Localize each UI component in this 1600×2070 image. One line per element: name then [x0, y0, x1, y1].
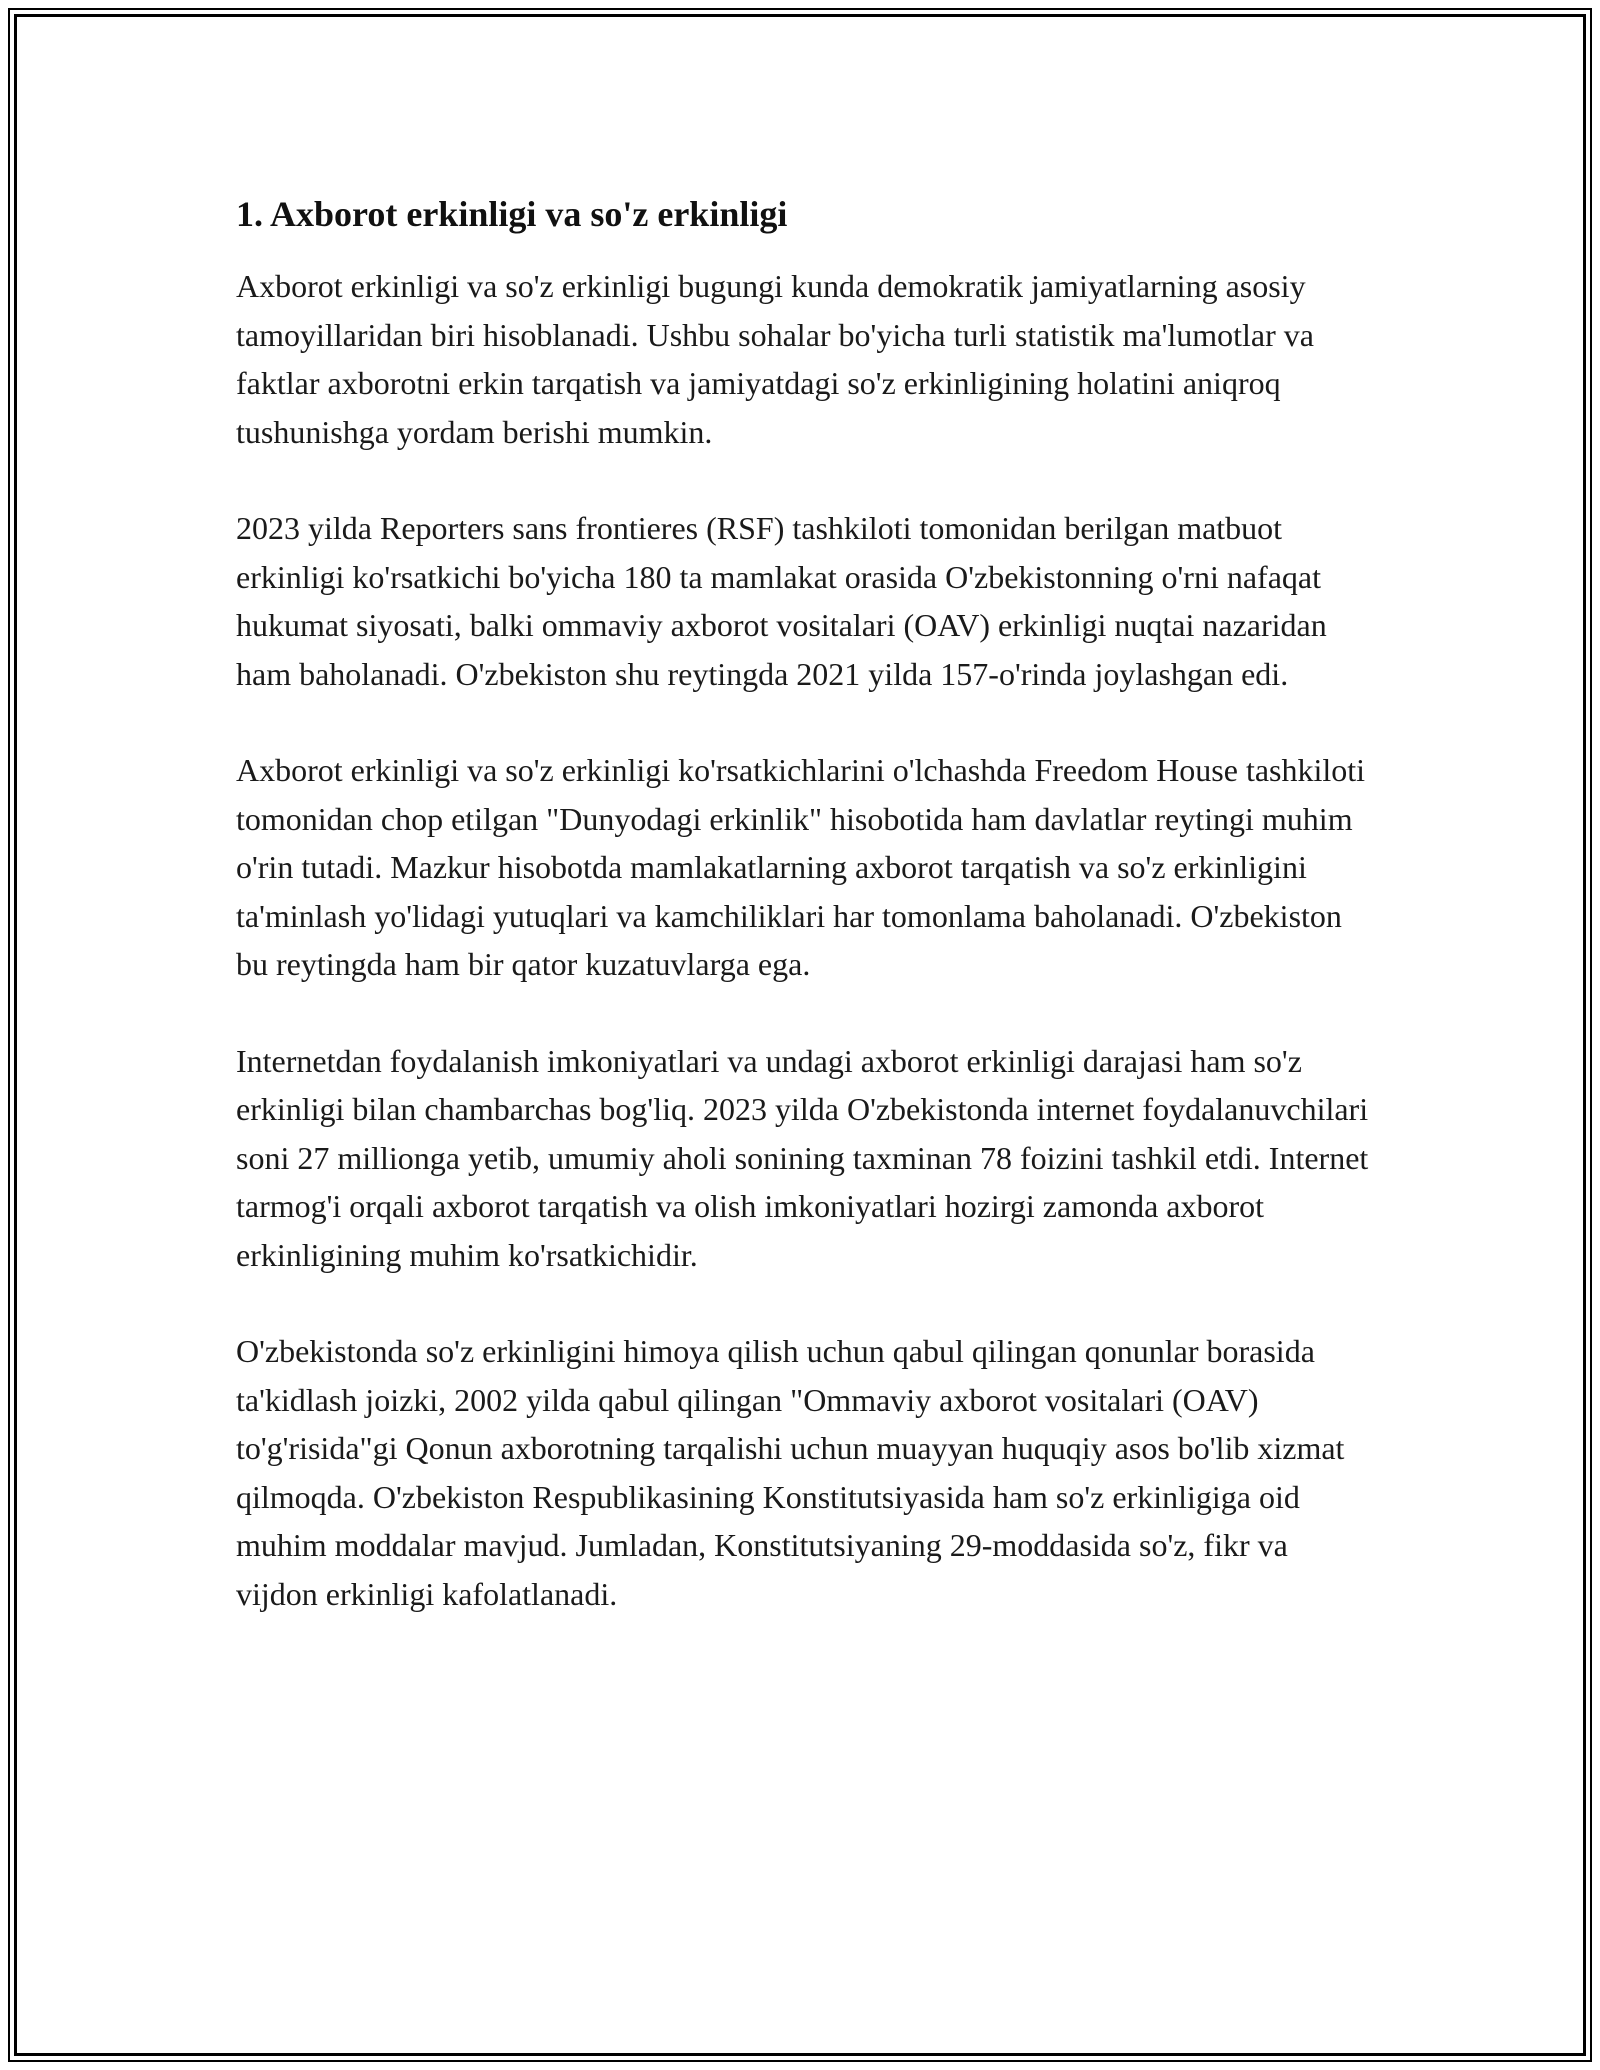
paragraph-legislation: O'zbekistonda so'z erkinligini himoya qilish uchun qabul qilingan qonunlar borasida ta'kidlash joizki, 2002 yilda qabul qilingan "Ommaviy axborot vositalari (OAV) to'g'risida"gi Qonun axborotning tarqalishi uchun muayyan huquqiy asos bo'lib xizmat qilmoqda. O'zbekiston Respublikasining Konstitutsiyasida ham so'z erkinligiga oid muhim moddalar mavjud. Jumladan, Konstitutsiyaning 29-moddasida so'z, fikr va vijdon erkinligi kafolatlanadi. [236, 1333, 1345, 1612]
paragraph-internet-usage: Internetdan foydalanish imkoniyatlari va undagi axborot erkinligi darajasi ham so'z erkinligi bilan chambarchas bog'liq. 2023 yilda O'zbekistonda internet foydalanuvchilari soni 27 millionga yetib, umumiy aholi sonining taxminan 78 foizini tashkil etdi. Internet tarmog'i orqali axborot tarqatish va olish imkoniyatlari hozirgi zamonda axborot erkinligining muhim ko'rsatkichidir. [236, 1042, 1369, 1273]
paragraph-intro: Axborot erkinligi va so'z erkinligi bugungi kunda demokratik jamiyatlarning asosiy tamoyillaridan biri hisoblanadi. Ushbu sohalar bo'yicha turli statistik ma'lumotlar va faktlar axborotni erkin tarqatish va jamiyatdagi so'z erkinligining holatini aniqroq tushunishga yordam berishi mumkin. [236, 268, 1314, 450]
paragraph-freedom-house: Axborot erkinligi va so'z erkinligi ko'rsatkichlarini o'lchashda Freedom House tashkiloti tomonidan chop etilgan "Dunyodagi erkinlik" hisobotida ham davlatlar reytingi muhim o'rin tutadi. Mazkur hisobotda mamlakatlarning axborot tarqatish va so'z erkinligini ta'minlash yo'lidagi yutuqlari va kamchiliklari har tomonlama baholanadi. O'zbekiston bu reytingda ham bir qator kuzatuvlarga ega. [236, 752, 1366, 982]
document-body [236, 188, 1376, 1666]
paragraph-rsf-ranking: 2023 yilda Reporters sans frontieres (RSF) tashkiloti tomonidan berilgan matbuot erkinligi ko'rsatkichi bo'yicha 180 ta mamlakat orasida O'zbekistonning o'rni nafaqat hukumat siyosati, balki ommaviy axborot vositalari (OAV) erkinligi nuqtai nazaridan ham baholanadi. O'zbekiston shu reytingda 2021 yilda 157-o'rinda joylashgan edi. [236, 510, 1327, 692]
section-title: 1. Axborot erkinligi va so'z erkinligi [236, 194, 788, 234]
